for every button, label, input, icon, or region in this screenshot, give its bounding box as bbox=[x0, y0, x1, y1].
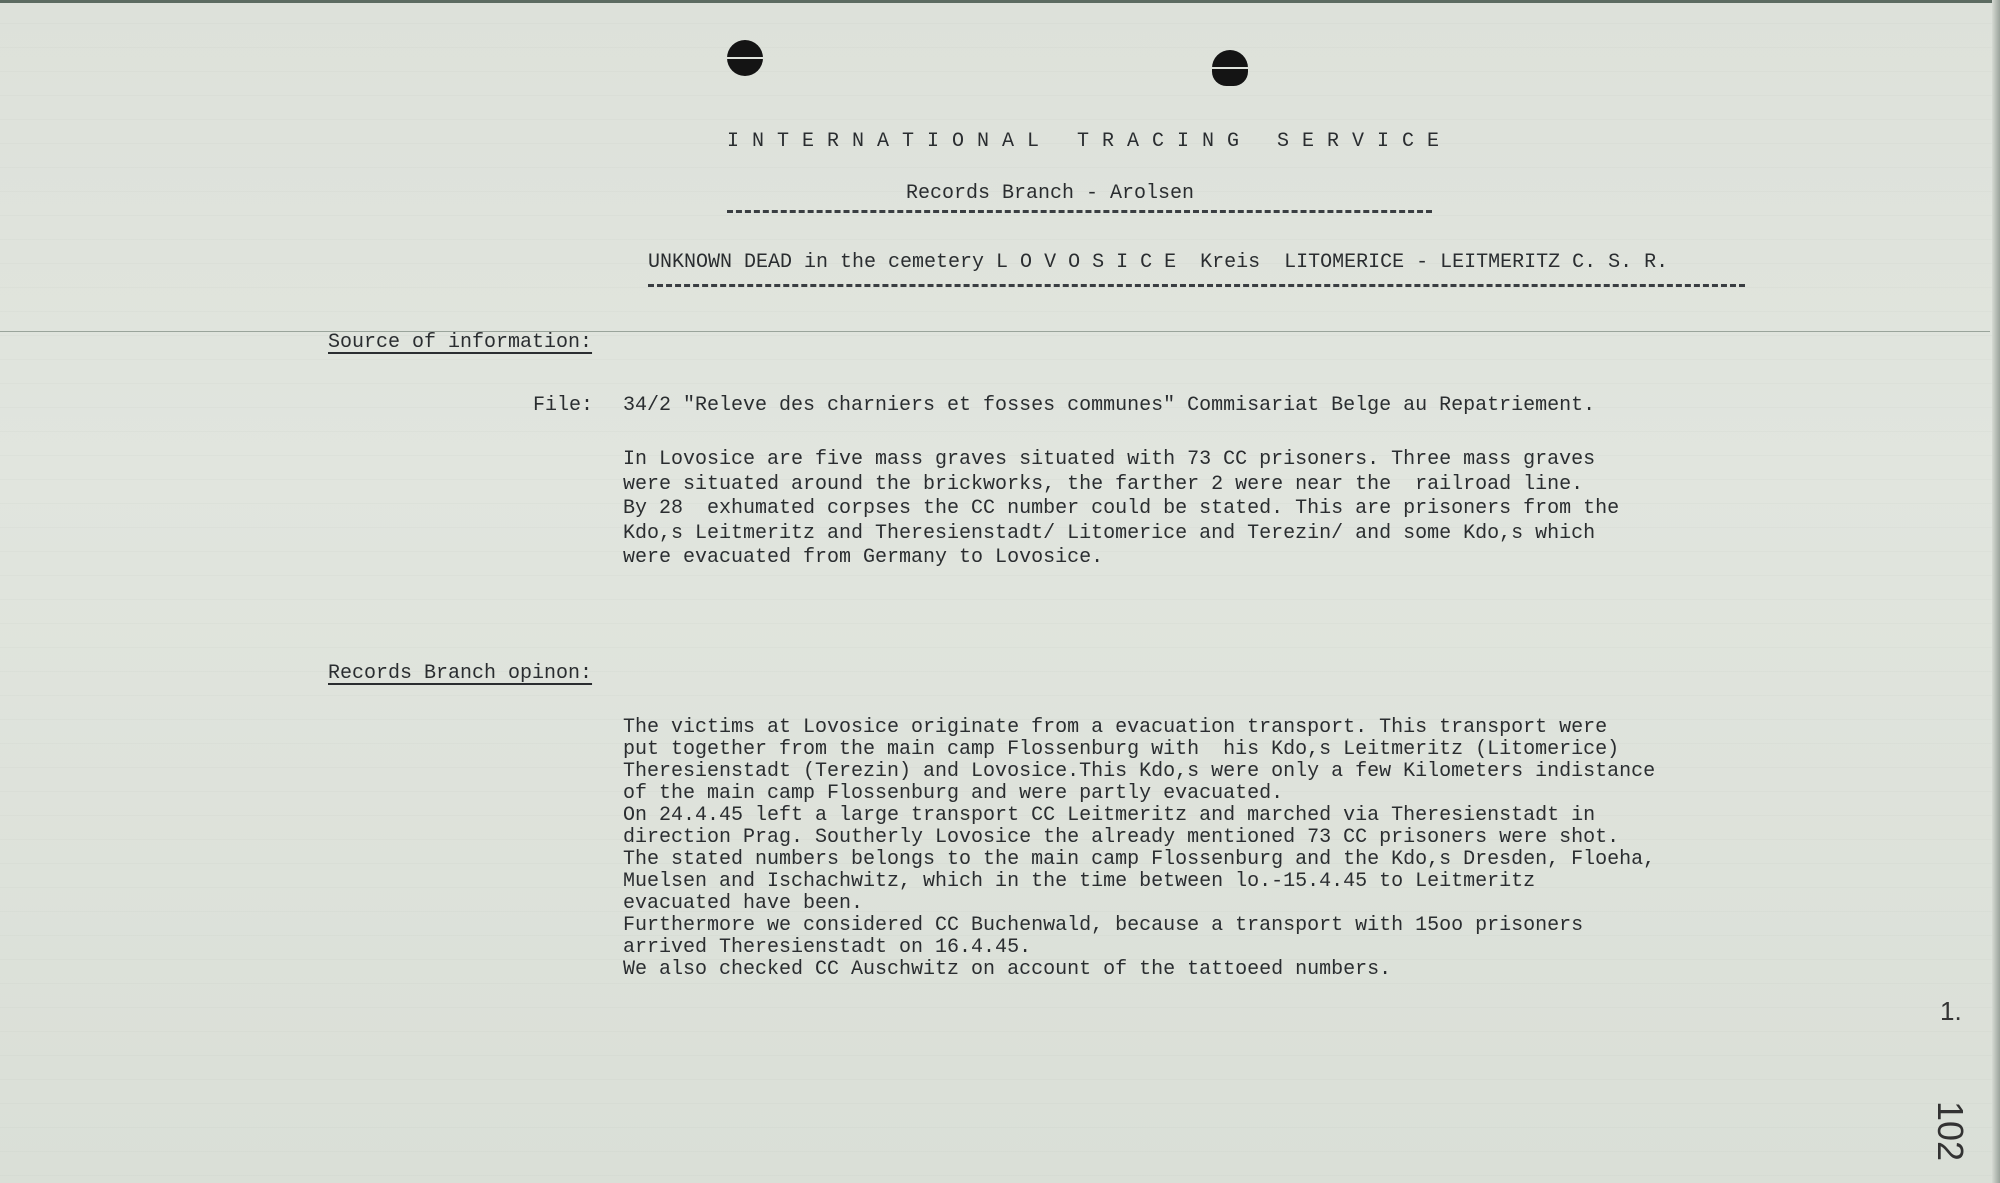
source-line: Kdo,s Leitmeritz and Theresienstadt/ Litomerice and Terezin/ and some Kdo,s which bbox=[623, 521, 1596, 545]
subject-underline bbox=[648, 284, 1745, 287]
folio-number: 102 bbox=[1930, 1100, 1972, 1162]
opinion-line: evacuated have been. bbox=[623, 892, 864, 915]
source-line: were situated around the brickworks, the farther 2 were near the railroad line. bbox=[623, 472, 1584, 496]
top-edge bbox=[0, 0, 2000, 3]
opinion-line: arrived Theresienstadt on 16.4.45. bbox=[623, 936, 1032, 959]
opinion-line: of the main camp Flossenburg and were partly evacuated. bbox=[623, 782, 1284, 805]
opinion-line: Muelsen and Ischachwitz, which in the time between lo.-15.4.45 to Leitmeritz bbox=[623, 870, 1536, 893]
punch-hole-left bbox=[727, 40, 763, 76]
right-edge bbox=[1992, 0, 2000, 1183]
source-paragraph bbox=[623, 448, 1619, 571]
opinion-line: Theresienstadt (Terezin) and Lovosice.This Kdo,s were only a few Kilometers indistance bbox=[623, 760, 1656, 783]
branch-title: Records Branch - Arolsen bbox=[906, 182, 1195, 205]
subject-line: UNKNOWN DEAD in the cemetery L O V O S I C E Kreis LITOMERICE - LEITMERITZ C. S. R. bbox=[648, 251, 1669, 274]
opinion-line: We also checked CC Auschwitz on account of the tattoeed numbers. bbox=[623, 958, 1392, 981]
opinion-paragraph bbox=[623, 717, 1655, 981]
file-label: File: bbox=[533, 394, 594, 417]
opinion-heading: Records Branch opinon: bbox=[328, 662, 593, 685]
punch-hole-right bbox=[1212, 50, 1248, 86]
source-heading: Source of information: bbox=[328, 331, 593, 354]
opinion-line: Furthermore we considered CC Buchenwald, because a transport with 15oo prisoners bbox=[623, 914, 1584, 937]
file-value: 34/2 "Releve des charniers et fosses communes" Commisariat Belge au Repatriement. bbox=[623, 394, 1596, 417]
branch-underline bbox=[727, 210, 1432, 213]
page-mark: 1. bbox=[1940, 996, 1962, 1026]
opinion-line: direction Prag. Southerly Lovosice the already mentioned 73 CC prisoners were shot. bbox=[623, 826, 1620, 849]
source-line: were evacuated from Germany to Lovosice. bbox=[623, 546, 1104, 569]
source-line: In Lovosice are five mass graves situated with 73 CC prisoners. Three mass graves bbox=[623, 448, 1596, 471]
opinion-line: put together from the main camp Flossenburg with his Kdo,s Leitmeritz (Litomerice) bbox=[623, 738, 1620, 761]
source-line: By 28 exhumated corpses the CC number could be stated. This are prisoners from the bbox=[623, 497, 1620, 520]
opinion-line: On 24.4.45 left a large transport CC Leitmeritz and marched via Theresienstadt in bbox=[623, 804, 1596, 827]
section-rule bbox=[0, 331, 1990, 332]
opinion-line: The victims at Lovosice originate from a evacuation transport. This transport were bbox=[623, 716, 1608, 739]
opinion-line: The stated numbers belongs to the main camp Flossenburg and the Kdo,s Dresden, Floeha, bbox=[623, 848, 1656, 871]
org-title: INTERNATIONAL TRACING SERVICE bbox=[727, 130, 1453, 153]
